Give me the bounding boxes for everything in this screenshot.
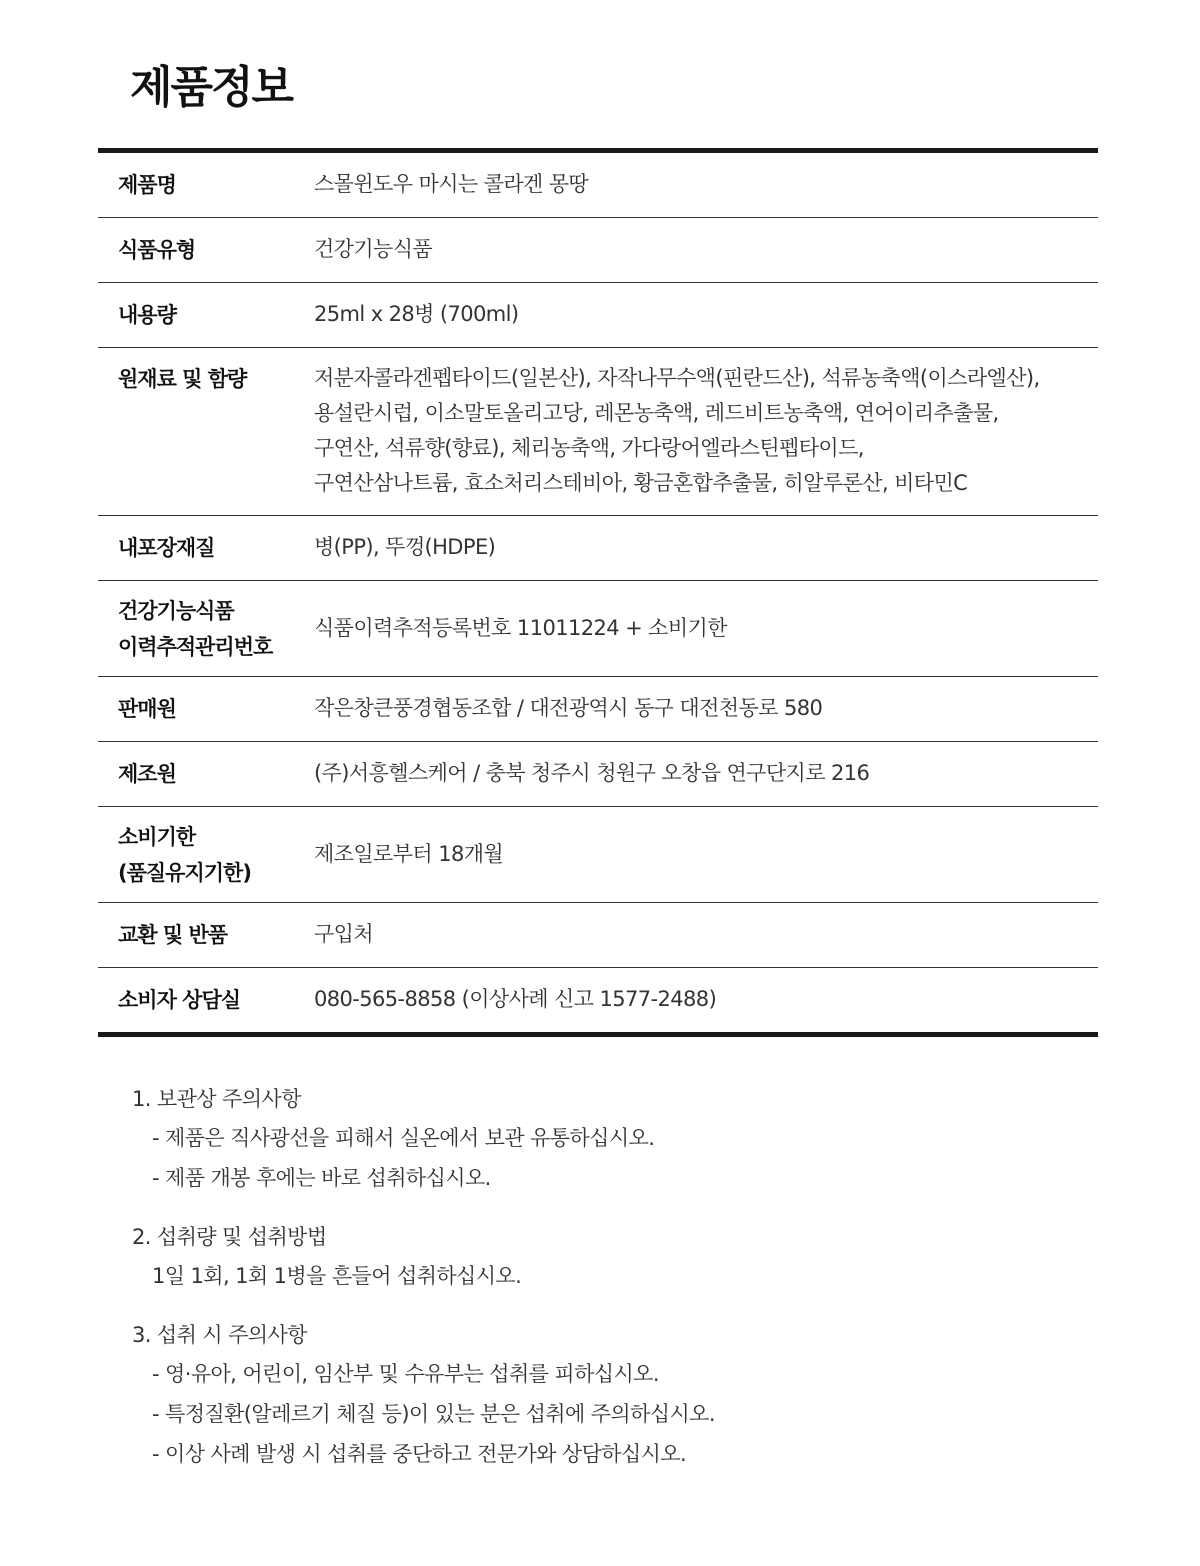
- page-title: 제품정보: [130, 62, 293, 113]
- row-label: 소비자 상담실: [118, 988, 241, 1012]
- row-value: 080-565-8858 (이상사례 신고 1577-2488): [314, 987, 717, 1011]
- row-label: 내용량: [118, 303, 176, 327]
- note-item: - 영·유아, 어린이, 임산부 및 수유부는 섭취를 피하십시오.: [152, 1362, 659, 1386]
- intake-method-section: [132, 1218, 1072, 1296]
- table-row-seller: [98, 677, 1098, 742]
- row-label: 제품명: [118, 173, 176, 197]
- table-row-manufacturer: [98, 742, 1098, 807]
- table-row-expiration: [98, 807, 1098, 903]
- table-row-food-type: [98, 218, 1098, 283]
- row-label: 원재료 및 함량: [118, 367, 247, 391]
- note-item: - 제품은 직사광선을 피해서 실온에서 보관 유통하십시오.: [152, 1126, 655, 1150]
- table-row-exchange-return: [98, 903, 1098, 968]
- note-item: - 특정질환(알레르기 체질 등)이 있는 분은 섭취에 주의하십시오.: [152, 1402, 715, 1426]
- product-info-table: [98, 148, 1098, 1037]
- row-label: 건강기능식품 이력추적관리번호: [118, 599, 273, 659]
- row-label: 소비기한 (품질유지기한): [118, 825, 251, 885]
- note-heading: 2. 섭취량 및 섭취방법: [132, 1225, 327, 1249]
- table-row-traceability-number: [98, 581, 1098, 677]
- row-label: 교환 및 반품: [118, 923, 228, 947]
- row-value: 작은창큰풍경협동조합 / 대전광역시 동구 대전천동로 580: [314, 696, 823, 720]
- row-value: 저분자콜라겐펩타이드(일본산), 자작나무수액(핀란드산), 석류농축액(이스라엘산), 용설란시럽, 이소말토올리고당, 레몬농축액, 레드비트농축액, 연어이리추출물, 구연산, 석류향(향료), 체리농축액, 가다랑어엘라스틴펩타이드, 구연산삼나트륨, 효소처리스테비아, 황금혼합추출물, 히알루론산, 비타민C: [314, 366, 1040, 495]
- table-row-packaging-material: [98, 516, 1098, 581]
- note-heading: 3. 섭취 시 주의사항: [132, 1323, 307, 1347]
- row-value: 제조일로부터 18개월: [314, 842, 504, 866]
- row-label: 판매원: [118, 697, 176, 721]
- row-label: 내포장재질: [118, 536, 215, 560]
- row-value: 스몰윈도우 마시는 콜라겐 몽땅: [314, 172, 589, 196]
- row-value: 식품이력추적등록번호 11011224 + 소비기한: [314, 616, 727, 640]
- table-row-content-volume: [98, 283, 1098, 348]
- row-value: 구입처: [314, 922, 374, 946]
- table-row-consumer-center: [98, 968, 1098, 1035]
- row-value: 병(PP), 뚜껑(HDPE): [314, 535, 496, 559]
- row-value: 건강기능식품: [314, 237, 433, 261]
- precautions-notes: [132, 1080, 1072, 1494]
- row-label: 제조원: [118, 762, 176, 786]
- row-label: 식품유형: [118, 238, 196, 262]
- row-value: 25ml x 28병 (700ml): [314, 302, 519, 326]
- note-item: - 이상 사례 발생 시 섭취를 중단하고 전문가와 상담하십시오.: [152, 1442, 687, 1466]
- table-row-ingredients: [98, 348, 1098, 516]
- intake-precautions-section: [132, 1316, 1072, 1474]
- note-heading: 1. 보관상 주의사항: [132, 1087, 301, 1111]
- note-item: - 제품 개봉 후에는 바로 섭취하십시오.: [152, 1166, 491, 1190]
- note-item: 1일 1회, 1회 1병을 흔들어 섭취하십시오.: [152, 1264, 522, 1288]
- table-row-product-name: [98, 151, 1098, 218]
- storage-precautions-section: [132, 1080, 1072, 1198]
- row-value: (주)서흥헬스케어 / 충북 청주시 청원구 오창읍 연구단지로 216: [314, 761, 870, 785]
